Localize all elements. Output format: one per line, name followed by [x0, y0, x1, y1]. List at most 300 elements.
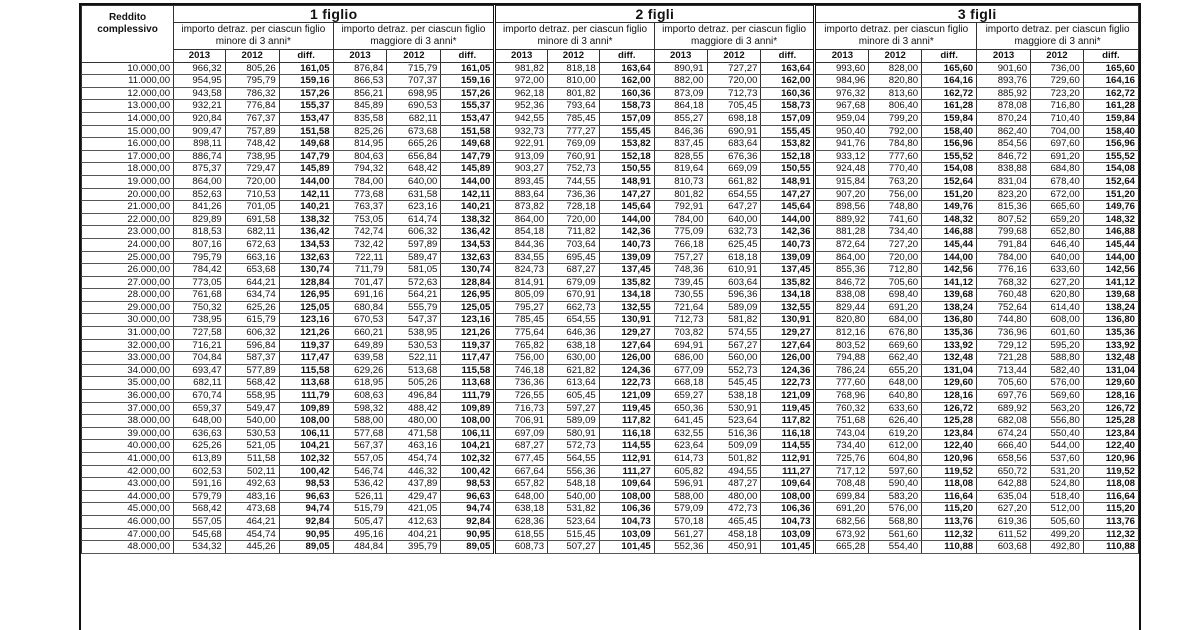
cell-value: 738,95: [174, 314, 226, 327]
table-row: [82, 478, 1139, 491]
diff-cell: 114,55: [761, 440, 815, 453]
cell-value: 706,91: [495, 415, 548, 428]
cell-value: 846,72: [977, 150, 1031, 163]
reddito-cell: 12.000,00: [82, 87, 174, 100]
diff-cell: 165,60: [922, 62, 977, 75]
cell-value: 864,00: [174, 175, 226, 188]
cell-value: 670,53: [333, 314, 387, 327]
diff-cell: 130,91: [761, 314, 815, 327]
year-column-header: 2013: [174, 50, 226, 63]
diff-cell: 100,42: [441, 465, 495, 478]
reddito-cell: 44.000,00: [82, 490, 174, 503]
cell-value: 803,52: [815, 339, 869, 352]
cell-value: 807,52: [977, 213, 1031, 226]
cell-value: 516,36: [707, 427, 761, 440]
table-row: [82, 541, 1139, 554]
table-row: [82, 125, 1139, 138]
diff-cell: 119,52: [1083, 465, 1138, 478]
diff-cell: 113,76: [922, 515, 977, 528]
cell-value: 662,73: [548, 301, 600, 314]
table-row: [82, 201, 1139, 214]
cell-value: 649,89: [333, 339, 387, 352]
cell-value: 734,40: [869, 226, 922, 239]
diff-cell: 145,89: [279, 163, 333, 176]
cell-value: 952,36: [495, 100, 548, 113]
diff-cell: 132,55: [599, 301, 654, 314]
diff-cell: 142,11: [441, 188, 495, 201]
diff-cell: 155,45: [599, 125, 654, 138]
cell-value: 691,58: [225, 213, 279, 226]
table-row: [82, 327, 1139, 340]
cell-value: 760,32: [815, 402, 869, 415]
diff-cell: 94,74: [441, 503, 495, 516]
diff-cell: 124,36: [761, 364, 815, 377]
cell-value: 694,91: [654, 339, 707, 352]
diff-cell: 126,72: [922, 402, 977, 415]
diff-column-header: diff.: [279, 50, 333, 63]
cell-value: 492,63: [225, 478, 279, 491]
diff-cell: 149,76: [922, 201, 977, 214]
diff-cell: 109,64: [599, 478, 654, 491]
reddito-cell: 23.000,00: [82, 226, 174, 239]
cell-value: 496,84: [387, 390, 441, 403]
cell-value: 665,28: [815, 541, 869, 554]
diff-cell: 118,08: [922, 478, 977, 491]
diff-cell: 106,36: [599, 503, 654, 516]
cell-value: 852,63: [174, 188, 226, 201]
cell-value: 736,00: [1031, 62, 1084, 75]
diff-cell: 115,20: [1083, 503, 1138, 516]
cell-value: 743,04: [815, 427, 869, 440]
cell-value: 805,26: [225, 62, 279, 75]
diff-cell: 162,72: [922, 87, 977, 100]
diff-cell: 102,32: [441, 453, 495, 466]
diff-cell: 158,40: [922, 125, 977, 138]
diff-cell: 148,91: [761, 175, 815, 188]
cell-value: 870,24: [977, 112, 1031, 125]
diff-cell: 122,40: [922, 440, 977, 453]
diff-cell: 135,36: [1083, 327, 1138, 340]
cell-value: 763,20: [869, 175, 922, 188]
cell-value: 873,82: [495, 201, 548, 214]
cell-value: 838,88: [977, 163, 1031, 176]
cell-value: 512,00: [1031, 503, 1084, 516]
cell-value: 760,91: [548, 150, 600, 163]
diff-cell: 161,05: [279, 62, 333, 75]
diff-cell: 133,92: [922, 339, 977, 352]
cell-value: 753,05: [333, 213, 387, 226]
cell-value: 818,53: [174, 226, 226, 239]
reddito-cell: 48.000,00: [82, 541, 174, 554]
diff-cell: 123,16: [279, 314, 333, 327]
table-row: [82, 112, 1139, 125]
diff-cell: 153,82: [599, 138, 654, 151]
cell-value: 554,40: [869, 541, 922, 554]
reddito-cell: 33.000,00: [82, 352, 174, 365]
diff-cell: 119,37: [441, 339, 495, 352]
diff-cell: 156,96: [1083, 138, 1138, 151]
cell-value: 720,00: [869, 251, 922, 264]
diff-cell: 115,20: [922, 503, 977, 516]
cell-value: 556,36: [548, 465, 600, 478]
cell-value: 598,32: [333, 402, 387, 415]
cell-value: 757,27: [654, 251, 707, 264]
cell-value: 395,79: [387, 541, 441, 554]
cell-value: 659,20: [1031, 213, 1084, 226]
cell-value: 732,42: [333, 238, 387, 251]
cell-value: 659,27: [654, 390, 707, 403]
cell-value: 627,20: [1031, 276, 1084, 289]
cell-value: 602,53: [174, 465, 226, 478]
cell-value: 701,47: [333, 276, 387, 289]
cell-value: 628,36: [495, 515, 548, 528]
cell-value: 412,63: [387, 515, 441, 528]
cell-value: 623,16: [387, 201, 441, 214]
diff-cell: 123,84: [1083, 427, 1138, 440]
diff-cell: 117,82: [761, 415, 815, 428]
cell-value: 922,91: [495, 138, 548, 151]
cell-value: 805,09: [495, 289, 548, 302]
cell-value: 784,00: [654, 213, 707, 226]
reddito-cell: 35.000,00: [82, 377, 174, 390]
table-row: [82, 427, 1139, 440]
cell-value: 633,60: [1031, 264, 1084, 277]
cell-value: 676,80: [869, 327, 922, 340]
reddito-cell: 38.000,00: [82, 415, 174, 428]
cell-value: 620,80: [1031, 289, 1084, 302]
reddito-cell: 20.000,00: [82, 188, 174, 201]
cell-value: 823,20: [977, 188, 1031, 201]
diff-cell: 103,09: [599, 528, 654, 541]
cell-value: 507,27: [548, 541, 600, 554]
cell-value: 795,27: [495, 301, 548, 314]
diff-cell: 111,79: [279, 390, 333, 403]
cell-value: 513,68: [387, 364, 441, 377]
diff-cell: 120,96: [922, 453, 977, 466]
cell-value: 568,42: [174, 503, 226, 516]
diff-cell: 117,82: [599, 415, 654, 428]
cell-value: 716,80: [1031, 100, 1084, 113]
cell-value: 806,40: [869, 100, 922, 113]
diff-cell: 112,32: [922, 528, 977, 541]
diff-cell: 119,45: [599, 402, 654, 415]
cell-value: 967,68: [815, 100, 869, 113]
diff-cell: 155,45: [761, 125, 815, 138]
reddito-cell: 11.000,00: [82, 75, 174, 88]
reddito-cell: 16.000,00: [82, 138, 174, 151]
diff-cell: 161,28: [1083, 100, 1138, 113]
cell-value: 606,32: [387, 226, 441, 239]
diff-cell: 134,53: [441, 238, 495, 251]
cell-value: 499,20: [1031, 528, 1084, 541]
cell-value: 730,55: [654, 289, 707, 302]
cell-value: 828,00: [869, 62, 922, 75]
year-column-header: 2013: [654, 50, 707, 63]
cell-value: 638,18: [548, 339, 600, 352]
diff-cell: 113,68: [441, 377, 495, 390]
detraction-table: [81, 5, 1139, 554]
cell-value: 577,68: [333, 427, 387, 440]
diff-cell: 129,27: [599, 327, 654, 340]
diff-cell: 153,47: [441, 112, 495, 125]
cell-value: 483,16: [225, 490, 279, 503]
diff-cell: 106,11: [441, 427, 495, 440]
cell-value: 642,88: [977, 478, 1031, 491]
cell-value: 605,82: [654, 465, 707, 478]
cell-value: 567,37: [333, 440, 387, 453]
cell-value: 784,00: [977, 251, 1031, 264]
cell-value: 673,68: [387, 125, 441, 138]
cell-value: 855,36: [815, 264, 869, 277]
diff-cell: 104,73: [599, 515, 654, 528]
diff-cell: 157,09: [599, 112, 654, 125]
cell-value: 625,45: [707, 238, 761, 251]
cell-value: 943,58: [174, 87, 226, 100]
table-row: [82, 364, 1139, 377]
cell-value: 655,20: [869, 364, 922, 377]
diff-cell: 92,84: [441, 515, 495, 528]
diff-cell: 129,60: [922, 377, 977, 390]
diff-cell: 132,63: [441, 251, 495, 264]
cell-value: 648,00: [495, 490, 548, 503]
cell-value: 834,55: [495, 251, 548, 264]
cell-value: 445,26: [225, 541, 279, 554]
cell-value: 568,42: [225, 377, 279, 390]
cell-value: 889,92: [815, 213, 869, 226]
diff-cell: 162,00: [761, 75, 815, 88]
year-column-header: 2012: [225, 50, 279, 63]
diff-cell: 158,40: [1083, 125, 1138, 138]
cell-value: 596,91: [654, 478, 707, 491]
cell-value: 713,44: [977, 364, 1031, 377]
cell-value: 652,80: [1031, 226, 1084, 239]
cell-value: 799,68: [977, 226, 1031, 239]
cell-value: 854,56: [977, 138, 1031, 151]
cell-value: 756,00: [869, 188, 922, 201]
table-body: [82, 62, 1139, 553]
cell-value: 932,21: [174, 100, 226, 113]
cell-value: 545,45: [707, 377, 761, 390]
diff-cell: 156,96: [922, 138, 977, 151]
subheader-maggiore: importo detraz. per ciascun figlio maggiore di 3 anni*: [977, 23, 1139, 50]
cell-value: 492,80: [1031, 541, 1084, 554]
diff-cell: 146,88: [922, 226, 977, 239]
reddito-cell: 37.000,00: [82, 402, 174, 415]
cell-value: 864,00: [815, 251, 869, 264]
cell-value: 765,82: [495, 339, 548, 352]
diff-cell: 116,18: [761, 427, 815, 440]
cell-value: 540,00: [548, 490, 600, 503]
diff-cell: 118,08: [1083, 478, 1138, 491]
cell-value: 804,63: [333, 150, 387, 163]
cell-value: 739,45: [654, 276, 707, 289]
reddito-cell: 17.000,00: [82, 150, 174, 163]
cell-value: 819,64: [654, 163, 707, 176]
reddito-cell: 47.000,00: [82, 528, 174, 541]
cell-value: 606,32: [225, 327, 279, 340]
year-column-header: 2012: [869, 50, 922, 63]
cell-value: 437,89: [387, 478, 441, 491]
group-title-2-figli: 2 figli: [495, 6, 815, 23]
diff-cell: 125,05: [441, 301, 495, 314]
diff-cell: 145,64: [599, 201, 654, 214]
cell-value: 941,76: [815, 138, 869, 151]
cell-value: 855,27: [654, 112, 707, 125]
diff-column-header: diff.: [1083, 50, 1138, 63]
cell-value: 526,11: [333, 490, 387, 503]
diff-cell: 155,52: [1083, 150, 1138, 163]
cell-value: 736,36: [548, 188, 600, 201]
diff-cell: 138,24: [1083, 301, 1138, 314]
diff-cell: 147,27: [761, 188, 815, 201]
reddito-cell: 24.000,00: [82, 238, 174, 251]
cell-value: 676,36: [707, 150, 761, 163]
cell-value: 638,18: [495, 503, 548, 516]
cell-value: 727,58: [174, 327, 226, 340]
cell-value: 684,00: [869, 314, 922, 327]
diff-cell: 135,82: [599, 276, 654, 289]
diff-cell: 142,11: [279, 188, 333, 201]
cell-value: 720,00: [707, 75, 761, 88]
cell-value: 611,52: [977, 528, 1031, 541]
reddito-header: Reddito complessivo: [82, 6, 174, 63]
cell-value: 576,00: [1031, 377, 1084, 390]
subgroup-header-row: [82, 23, 1139, 50]
diff-cell: 131,04: [922, 364, 977, 377]
cell-value: 568,80: [869, 515, 922, 528]
cell-value: 576,00: [869, 503, 922, 516]
cell-value: 728,18: [548, 201, 600, 214]
cell-value: 784,80: [869, 138, 922, 151]
cell-value: 686,00: [654, 352, 707, 365]
cell-value: 711,82: [548, 226, 600, 239]
cell-value: 893,76: [977, 75, 1031, 88]
diff-cell: 126,95: [441, 289, 495, 302]
cell-value: 515,79: [333, 503, 387, 516]
cell-value: 502,11: [225, 465, 279, 478]
cell-value: 942,55: [495, 112, 548, 125]
cell-value: 886,74: [174, 150, 226, 163]
cell-value: 591,16: [174, 478, 226, 491]
cell-value: 595,20: [1031, 339, 1084, 352]
cell-value: 913,09: [495, 150, 548, 163]
cell-value: 531,20: [1031, 465, 1084, 478]
year-column-header: 2013: [977, 50, 1031, 63]
cell-value: 697,76: [977, 390, 1031, 403]
cell-value: 429,47: [387, 490, 441, 503]
diff-cell: 137,45: [761, 264, 815, 277]
cell-value: 557,05: [333, 453, 387, 466]
table-row: [82, 226, 1139, 239]
cell-value: 810,73: [654, 175, 707, 188]
diff-cell: 125,05: [279, 301, 333, 314]
table-row: [82, 415, 1139, 428]
cell-value: 705,45: [707, 100, 761, 113]
diff-cell: 159,16: [279, 75, 333, 88]
cell-value: 458,18: [707, 528, 761, 541]
cell-value: 501,82: [707, 453, 761, 466]
cell-value: 710,53: [225, 188, 279, 201]
diff-cell: 151,58: [279, 125, 333, 138]
cell-value: 903,27: [495, 163, 548, 176]
table-row: [82, 503, 1139, 516]
cell-value: 463,16: [387, 440, 441, 453]
cell-value: 907,20: [815, 188, 869, 201]
reddito-cell: 30.000,00: [82, 314, 174, 327]
cell-value: 710,40: [1031, 112, 1084, 125]
reddito-cell: 22.000,00: [82, 213, 174, 226]
cell-value: 623,64: [654, 440, 707, 453]
cell-value: 873,09: [654, 87, 707, 100]
reddito-cell: 14.000,00: [82, 112, 174, 125]
reddito-cell: 25.000,00: [82, 251, 174, 264]
diff-cell: 139,09: [761, 251, 815, 264]
cell-value: 677,09: [654, 364, 707, 377]
cell-value: 511,58: [225, 453, 279, 466]
diff-cell: 96,63: [279, 490, 333, 503]
table-row: [82, 377, 1139, 390]
diff-cell: 116,18: [599, 427, 654, 440]
cell-value: 669,60: [869, 339, 922, 352]
cell-value: 648,42: [387, 163, 441, 176]
cell-value: 801,82: [654, 188, 707, 201]
cell-value: 537,60: [1031, 453, 1084, 466]
cell-value: 484,84: [333, 541, 387, 554]
cell-value: 776,84: [225, 100, 279, 113]
diff-cell: 138,32: [279, 213, 333, 226]
cell-value: 619,20: [869, 427, 922, 440]
diff-cell: 150,55: [599, 163, 654, 176]
diff-cell: 114,55: [599, 440, 654, 453]
cell-value: 597,60: [869, 465, 922, 478]
diff-cell: 119,45: [761, 402, 815, 415]
cell-value: 666,40: [977, 440, 1031, 453]
cell-value: 640,00: [707, 213, 761, 226]
diff-cell: 121,09: [761, 390, 815, 403]
cell-value: 698,95: [387, 87, 441, 100]
cell-value: 581,82: [707, 314, 761, 327]
year-column-header: 2013: [333, 50, 387, 63]
cell-value: 712,80: [869, 264, 922, 277]
diff-cell: 144,00: [279, 175, 333, 188]
cell-value: 589,47: [387, 251, 441, 264]
reddito-cell: 42.000,00: [82, 465, 174, 478]
cell-value: 545,68: [174, 528, 226, 541]
cell-value: 579,09: [654, 503, 707, 516]
cell-value: 596,84: [225, 339, 279, 352]
cell-value: 864,18: [654, 100, 707, 113]
cell-value: 495,16: [333, 528, 387, 541]
cell-value: 866,53: [333, 75, 387, 88]
reddito-cell: 45.000,00: [82, 503, 174, 516]
cell-value: 792,91: [654, 201, 707, 214]
cell-value: 736,36: [495, 377, 548, 390]
cell-value: 825,26: [333, 125, 387, 138]
reddito-cell: 36.000,00: [82, 390, 174, 403]
diff-cell: 134,53: [279, 238, 333, 251]
year-column-header: 2013: [495, 50, 548, 63]
cell-value: 864,00: [495, 213, 548, 226]
cell-value: 647,27: [707, 201, 761, 214]
cell-value: 687,27: [548, 264, 600, 277]
cell-value: 531,82: [548, 503, 600, 516]
cell-value: 561,27: [654, 528, 707, 541]
cell-value: 613,89: [174, 453, 226, 466]
cell-value: 770,40: [869, 163, 922, 176]
cell-value: 909,47: [174, 125, 226, 138]
table-row: [82, 490, 1139, 503]
diff-cell: 126,72: [1083, 402, 1138, 415]
